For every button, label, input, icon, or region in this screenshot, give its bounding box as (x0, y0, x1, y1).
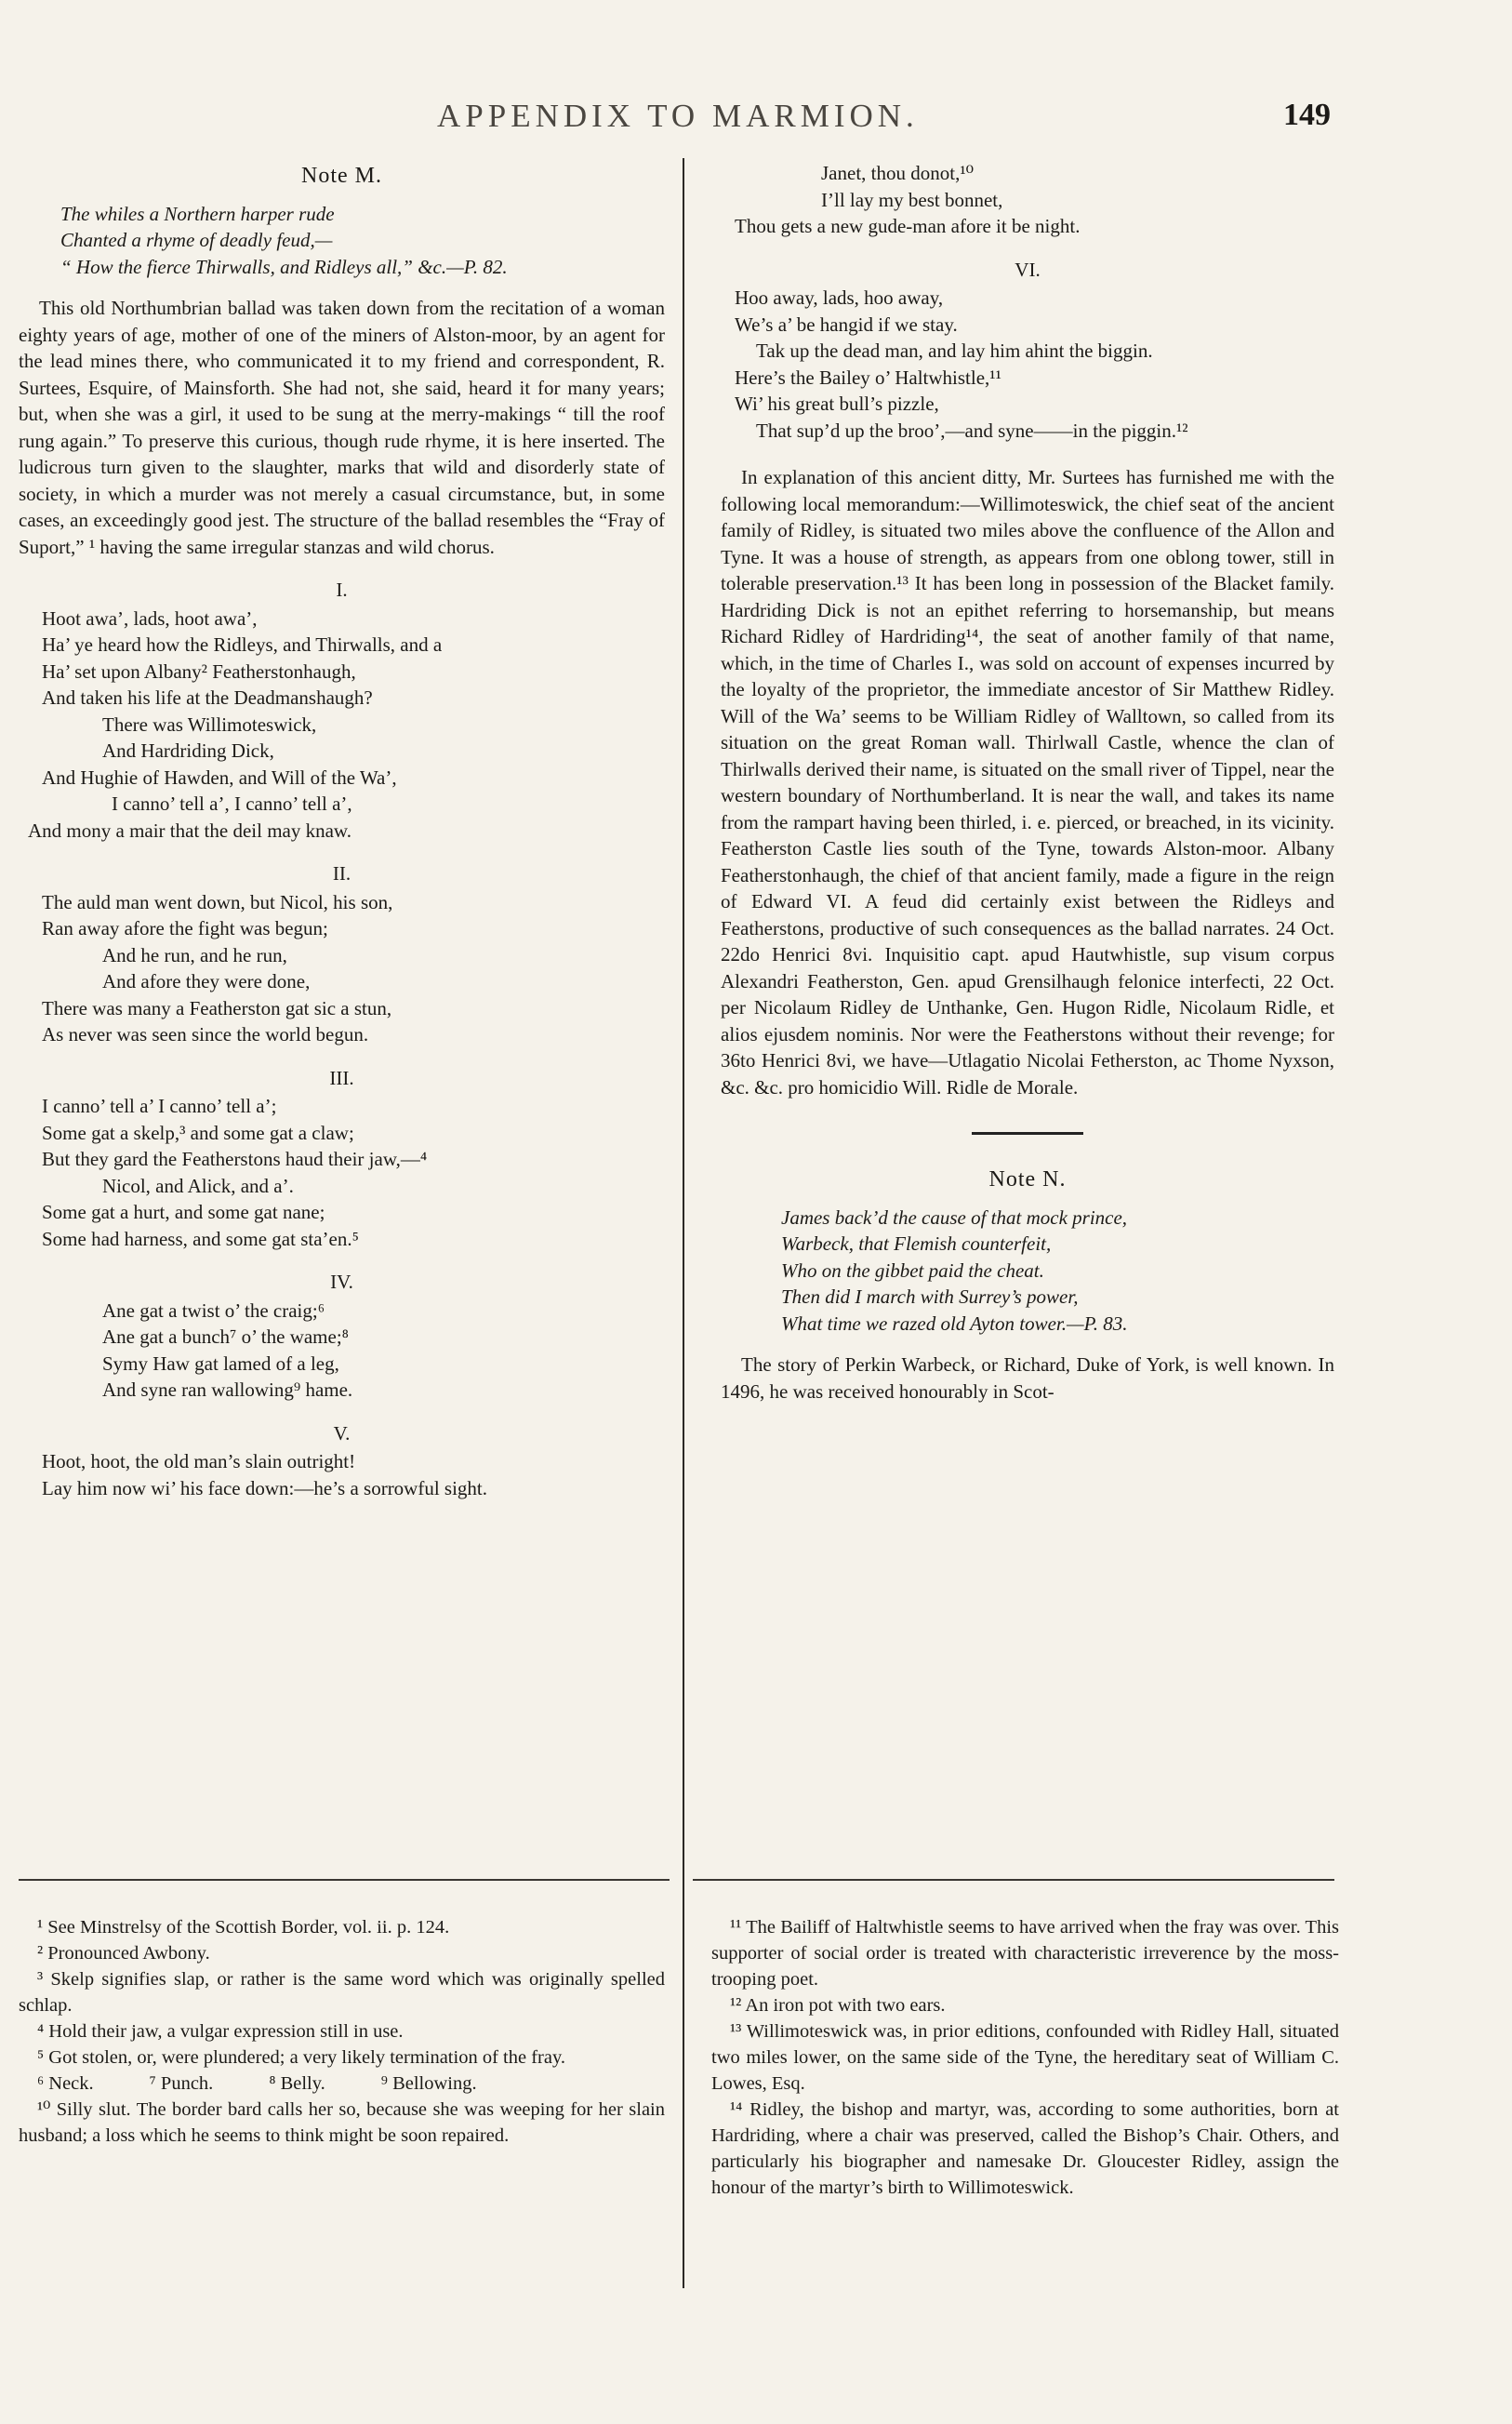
verse-line: Thou gets a new gude-man afore it be night. (735, 215, 1081, 237)
verse-line: There was many a Featherston gat sic a stun, (42, 996, 392, 1019)
epigraph-line: Who on the gibbet paid the cheat. (781, 1259, 1044, 1282)
footnotes-left (19, 1914, 665, 2149)
footnote: ⁹ Bellowing. (380, 2073, 477, 2094)
verse-line: Ran away afore the fight was begun; (42, 917, 328, 939)
verse-line: And syne ran wallowing⁹ hame. (102, 1378, 353, 1401)
verse-line: Ha’ ye heard how the Ridleys, and Thirwalls, and a (42, 633, 443, 656)
note-n-title: Note N. (988, 1167, 1067, 1192)
footnote: ¹⁰ Silly slut. The border bard calls her so, because she was weeping for her slain husband; a loss which he seems to think might be soon repaired. (19, 2099, 665, 2146)
footnote: ⁵ Got stolen, or, were plundered; a very likely termination of the fray. (37, 2047, 565, 2068)
verse-line: Here’s the Bailey o’ Haltwhistle,¹¹ (735, 366, 1001, 389)
epigraph-line: Chanted a rhyme of deadly feud,— (60, 229, 333, 251)
ballad-explanation: In explanation of this ancient ditty, Mr. Surtees has furnished me with the following local memorandum:—Willimoteswick, the chief seat of the ancient family of Ridley, is situated two miles above the confluence of the Allon and Tyne. It was a house of strength, as appears from one oblong tower, still in tolerable preservation.¹³ It has been long in possession of the Blacket family. Hardriding Dick is not an epithet referring to horsemanship, but means Richard Ridley of Hardriding¹⁴, the seat of another family of that name, which, in the time of Charles I., was sold on account of expenses incurred by the loyalty of the proprietor, the immediate ancestor of Sir Matthew Ridley. Will of the Wa’ seems to be William Ridley of Walltown, so called from its situation on the great Roman wall. Thirlwall Castle, whence the clan of Thirlwalls derived their name, is situated on the small river of Tippel, near the western boundary of Northumberland. It is near the wall, and takes its name from the rampart having been thirled, i. e. pierced, or breached, in its vicinity. Featherston Castle lies south of the Tyne, towards Alston-moor. Albany Featherstonhaugh, the chief of that ancient family, made a figure in the reign of Edward VI. A feud did certainly exist between the Ridleys and Featherstons, productive of such consequences as the ballad narrates. 24 Oct. 22do Henrici 8vi. Inquisitio capt. apud Hautwhistle, sup visum corpus Alexandri Featherston, Gen. apud Grensilhaugh felonice interfecti, 22 Oct. per Nicolaum Ridley de Unthanke, Gen. Hugon Ridle, Nicolaum Ridle, et alios ejusdem nominis. Nor were the Featherstons without their revenge; for 36to Henrici 8vi, we have—Utlagatio Nicolai Fetherston, ac Thome Nyxson, &c. &c. pro homicidio Will. Ridle de Morale. (721, 466, 1334, 1099)
footnote: ¹¹ The Bailiff of Haltwhistle seems to have arrived when the fray was over. This supporter of social order is treated with characteristic irreverence by the moss-trooping poet. (711, 1917, 1339, 1990)
footnote: ⁶ Neck. (37, 2073, 94, 2094)
footnote-row (19, 2071, 665, 2097)
verse-line: And mony a mair that the deil may knaw. (28, 819, 351, 842)
page-header (0, 98, 1512, 144)
epigraph-line: Then did I march with Surrey’s power, (781, 1285, 1079, 1308)
verse-line: Wi’ his great bull’s pizzle, (735, 393, 939, 415)
footnote: ¹³ Willimoteswick was, in prior editions, confounded with Ridley Hall, situated two miles lower, on the same side of the Tyne, the hereditary seat of William C. Lowes, Esq. (711, 2021, 1339, 2094)
verse-line: Hoo away, lads, hoo away, (735, 286, 944, 309)
verse-line: That sup’d up the broo’,—and syne——in the piggin.¹² (756, 419, 1188, 442)
verse-line: And Hughie of Hawden, and Will of the Wa’, (42, 766, 397, 789)
stanza-heading: IV. (330, 1271, 353, 1293)
note-n-epigraph (781, 1205, 1334, 1338)
note-m-epigraph (60, 201, 665, 281)
verse-line: Ane gat a bunch⁷ o’ the wame;⁸ (102, 1325, 349, 1348)
note-m-title: Note M. (301, 164, 382, 188)
right-column (721, 160, 1334, 1405)
note-n-prose: The story of Perkin Warbeck, or Richard, Duke of York, is well known. In 1496, he was received honourably in Scot- (721, 1353, 1334, 1403)
footnote-rule (693, 1879, 1334, 1881)
epigraph-line: James back’d the cause of that mock prince, (781, 1205, 1128, 1229)
stanza-4 (19, 1298, 665, 1404)
stanza-5-continued (721, 160, 1334, 240)
footnote-rule (19, 1879, 670, 1881)
verse-line: Lay him now wi’ his face down:—he’s a sorrowful sight. (42, 1476, 488, 1499)
stanza-1 (19, 606, 665, 845)
verse-line: Janet, thou donot,¹⁰ (821, 162, 975, 184)
verse-line: And taken his life at the Deadmanshaugh? (42, 686, 373, 709)
verse-line: Hoot awa’, lads, hoot awa’, (42, 606, 258, 630)
section-rule (972, 1132, 1083, 1135)
footnote: ⁴ Hold their jaw, a vulgar expression still in use. (37, 2021, 404, 2042)
verse-line: And afore they were done, (102, 970, 311, 992)
verse-line: I’ll lay my best bonnet, (821, 188, 1003, 211)
stanza-6 (721, 285, 1334, 444)
verse-line: I canno’ tell a’ I canno’ tell a’; (42, 1095, 277, 1117)
left-column (19, 163, 665, 1501)
verse-line: And Hardriding Dick, (102, 739, 274, 762)
stanza-heading: VI. (1015, 258, 1041, 281)
stanza-3 (19, 1093, 665, 1252)
verse-line: Ha’ set upon Albany² Featherstonhaugh, (42, 659, 356, 683)
footnote: ³ Skelp signifies slap, or rather is the same word which was originally spelled schlap. (19, 1969, 665, 2016)
verse-line: Some had harness, and some gat sta’en.⁵ (42, 1227, 359, 1250)
epigraph-line: What time we razed old Ayton tower.—P. 83. (781, 1312, 1128, 1335)
epigraph-line: “ How the fierce Thirwalls, and Ridleys all,” &c.—P. 82. (60, 255, 508, 278)
verse-line: And he run, and he run, (102, 943, 287, 966)
stanza-heading: V. (333, 1421, 351, 1445)
verse-line: Nicol, and Alick, and a’. (102, 1174, 294, 1197)
running-title: APPENDIX TO MARMION. (437, 98, 919, 134)
note-m-prose: This old Northumbrian ballad was taken down from the recitation of a woman eighty years of age, mother of one of the miners of Alston-moor, by an agent for the lead mines there, who communicated it to my friend and correspondent, R. Surtees, Esquire, of Mainsforth. She had not, she said, heard it for many years; but, when she was a girl, it used to be sung at the merry-makings “ till the roof rung again.” To preserve this curious, though rude rhyme, it is here inserted. The ludicrous turn given to the slaughter, marks that wild and disorderly state of society, in which a murder was not merely a casual circumstance, but, in some cases, an exceedingly good jest. The structure of the ballad resembles the “Fray of Suport,” ¹ having the same irregular stanzas and wild chorus. (19, 297, 665, 558)
verse-line: Ane gat a twist o’ the craig;⁶ (102, 1299, 325, 1322)
stanza-heading: II. (332, 862, 351, 885)
footnote: ¹² An iron pot with two ears. (730, 1995, 946, 2016)
stanza-heading: III. (329, 1066, 354, 1089)
stanza-2 (19, 889, 665, 1048)
verse-line: Some gat a skelp,³ and some gat a claw; (42, 1121, 354, 1144)
verse-line: I canno’ tell a’, I canno’ tell a’, (112, 792, 352, 815)
verse-line: The auld man went down, but Nicol, his son, (42, 890, 393, 913)
verse-line: Some gat a hurt, and some gat nane; (42, 1201, 325, 1223)
verse-line: There was Willimoteswick, (102, 713, 317, 736)
verse-line: As never was seen since the world begun. (42, 1023, 369, 1046)
footnote: ² Pronounced Awbony. (37, 1943, 210, 1964)
epigraph-line: The whiles a Northern harper rude (60, 202, 335, 225)
page-number: 149 (1283, 98, 1331, 132)
verse-line: We’s a’ be hangid if we stay. (735, 313, 958, 336)
verse-line: But they gard the Featherstons haud their jaw,—⁴ (42, 1148, 428, 1170)
footnote: ⁸ Belly. (269, 2073, 325, 2094)
epigraph-line: Warbeck, that Flemish counterfeit, (781, 1232, 1052, 1255)
column-divider (683, 158, 684, 2288)
footnote: ¹⁴ Ridley, the bishop and martyr, was, according to some authorities, born at Hardriding, where a chair was preserved, called the Bishop’s Chair. Others, and particularly his biographer and namesake Dr. Gloucester Ridley, assign the honour of the martyr’s birth to Willimoteswick. (711, 2099, 1339, 2198)
verse-line: Tak up the dead man, and lay him ahint the biggin. (756, 340, 1153, 362)
verse-line: Symy Haw gat lamed of a leg, (102, 1352, 339, 1375)
verse-line: Hoot, hoot, the old man’s slain outright! (42, 1450, 356, 1472)
stanza-heading: I. (336, 579, 348, 601)
stanza-5 (19, 1448, 665, 1501)
footnote: ¹ See Minstrelsy of the Scottish Border, vol. ii. p. 124. (37, 1917, 450, 1938)
footnote: ⁷ Punch. (149, 2073, 214, 2094)
footnotes-right (711, 1914, 1339, 2201)
